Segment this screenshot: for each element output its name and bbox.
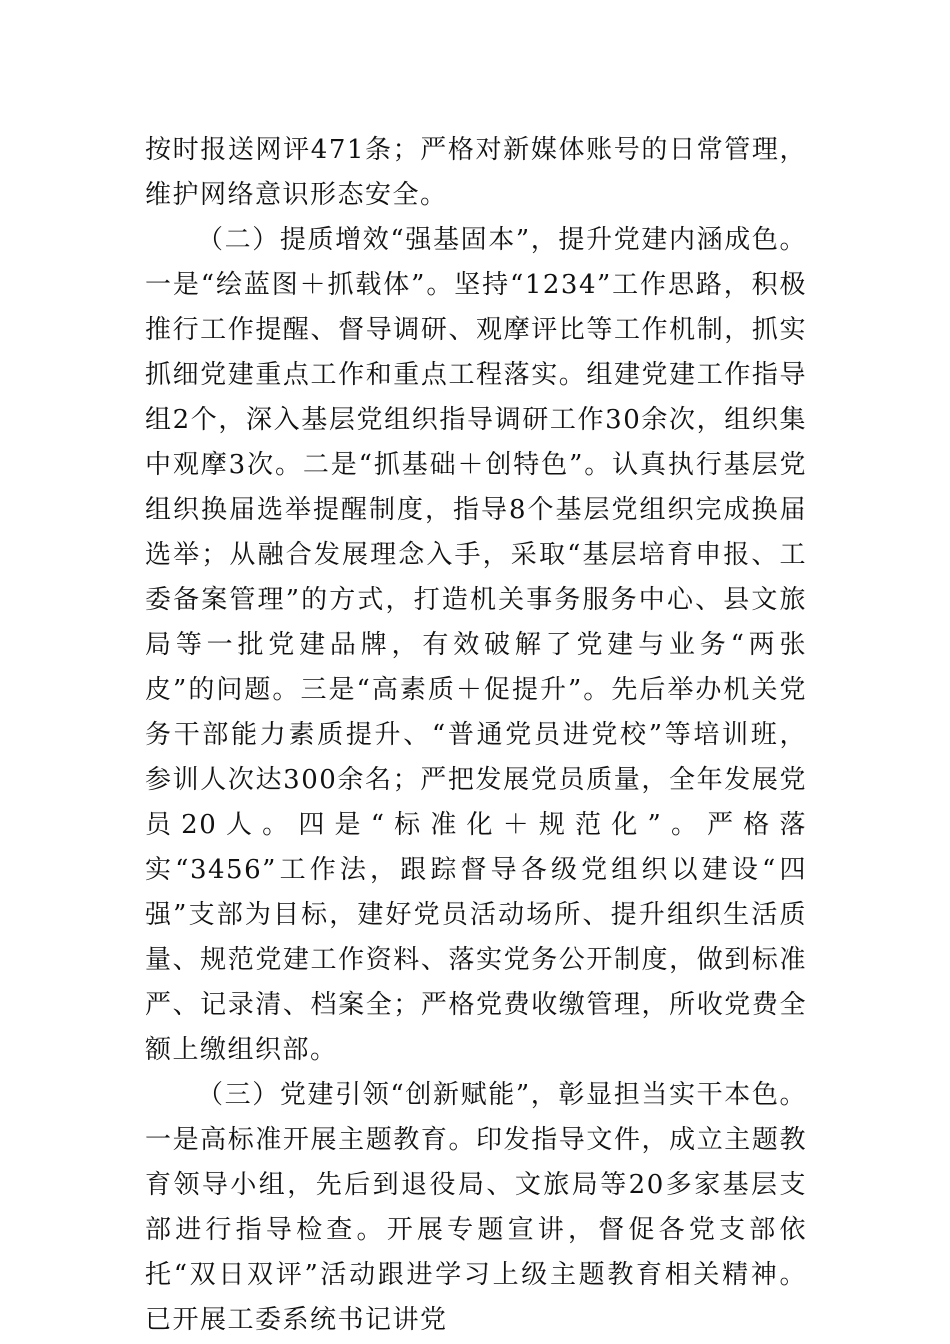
paragraph-continuation: 按时报送网评471条；严格对新媒体账号的日常管理，维护网络意识形态安全。 xyxy=(145,135,807,210)
paragraph-section-two: （二）提质增效“强基固本”，提升党建内涵成色。一是“绘蓝图＋抓载体”。坚持“1234”工作思路，积极推行工作提醒、督导调研、观摩评比等工作机制，抓实抓细党建重点工作和重点工程落实。组建党建工作指导组2个，深入基层党组织指导调研工作30余次，组织集中观摩3次。二是“抓基础＋创特色”。认真执行基层党组织换届选举提醒制度，指导8个基层党组织完成换届选举；从融合发展理念入手，采取“基层培育申报、工委备案管理”的方式，打造机关事务服务中心、县文旅局等一批党建品牌，有效破解了党建与业务“两张皮”的问题。三是“高素质＋促提升”。先后举办机关党务干部能力素质提升、“普通党员进党校”等培训班，参训人次达300余名；严把发展党员质量，全年发展党员20人。四是“标准化＋规范化”。严格落实“3456”工作法，跟踪督导各级党组织以建设“四强”支部为目标，建好党员活动场所、提升组织生活质量、规范党建工作资料、落实党务公开制度，做到标准严、记录清、档案全；严格党费收缴管理，所收党费全额上缴组织部。 xyxy=(145,225,807,1065)
paragraph-section-three: （三）党建引领“创新赋能”，彰显担当实干本色。一是高标准开展主题教育。印发指导文件，成立主题教育领导小组，先后到退役局、文旅局等20多家基层支部进行指导检查。开展专题宣讲，督促各党支部依托“双日双评”活动跟进学习上级主题教育相关精神。已开展工委系统书记讲党 xyxy=(145,1080,807,1335)
document-page xyxy=(145,128,807,1343)
